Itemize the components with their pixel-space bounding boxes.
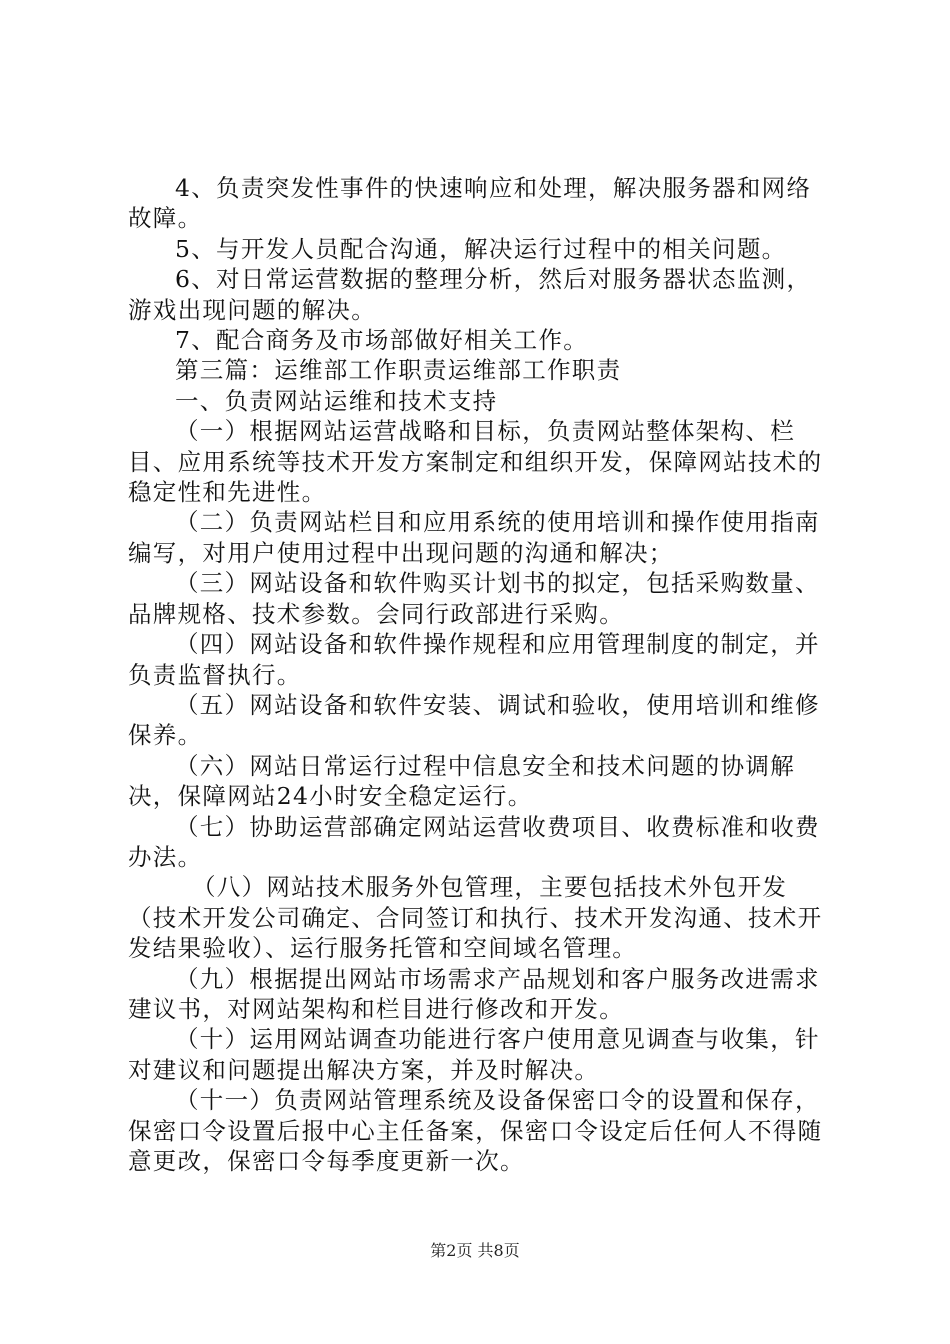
paragraph-item-6: （六）网站日常运行过程中信息安全和技术问题的协调解决，保障网站24小时安全稳定运行。 xyxy=(128,751,795,811)
subsection-heading: 一、负责网站运维和技术支持 xyxy=(175,386,498,415)
paragraph-item-8: （八）网站技术服务外包管理，主要包括技术外包开发（技术开发公司确定、合同签订和执行、技术开发沟通、技术开发结果验收）、运行服务托管和空间域名管理。 xyxy=(128,873,823,963)
paragraph-item-10: （十）运用网站调查功能进行客户使用意见调查与收集，针对建议和问题提出解决方案，并及时解决。 xyxy=(128,1025,820,1084)
paragraph-item-4: （四）网站设备和软件操作规程和应用管理制度的制定，并负责监督执行。 xyxy=(128,630,820,689)
paragraph-item-3: （三）网站设备和软件购买计划书的拟定，包括采购数量、品牌规格、技术参数。会同行政部进行采购。 xyxy=(128,569,820,628)
paragraph-item-2: （二）负责网站栏目和应用系统的使用培训和操作使用指南编写，对用户使用过程中出现问题的沟通和解决； xyxy=(128,508,820,567)
paragraph-duty-5: 5、与开发人员配合沟通，解决运行过程中的相关问题。 xyxy=(175,234,787,263)
paragraph-item-1: （一）根据网站运营战略和目标，负责网站整体架构、栏目、应用系统等技术开发方案制定和组织开发，保障网站技术的稳定性和先进性。 xyxy=(128,417,823,507)
paragraph-item-5: （五）网站设备和软件安装、调试和验收，使用培训和维修保养。 xyxy=(128,690,820,750)
paragraph-duty-4: 4、负责突发性事件的快速响应和处理，解决服务器和网络故障。 xyxy=(128,174,812,233)
page-number-footer: 第2页 共8页 xyxy=(430,1241,520,1260)
document-body xyxy=(128,173,834,1176)
paragraph-duty-7: 7、配合商务及市场部做好相关工作。 xyxy=(175,326,589,355)
paragraph-duty-6: 6、对日常运营数据的整理分析，然后对服务器状态监测，游戏出现问题的解决。 xyxy=(128,265,812,324)
paragraph-item-11: （十一）负责网站管理系统及设备保密口令的设置和保存，保密口令设置后报中心主任备案，保密口令设定后任何人不得随意更改，保密口令每季度更新一次。 xyxy=(128,1086,823,1175)
paragraph-item-7: （七）协助运营部确定网站运营收费项目、收费标准和收费办法。 xyxy=(128,812,820,871)
section-heading: 第三篇：运维部工作职责运维部工作职责 xyxy=(175,356,622,385)
paragraph-item-9: （九）根据提出网站市场需求产品规划和客户服务改进需求建议书，对网站架构和栏目进行修改和开发。 xyxy=(128,964,820,1023)
